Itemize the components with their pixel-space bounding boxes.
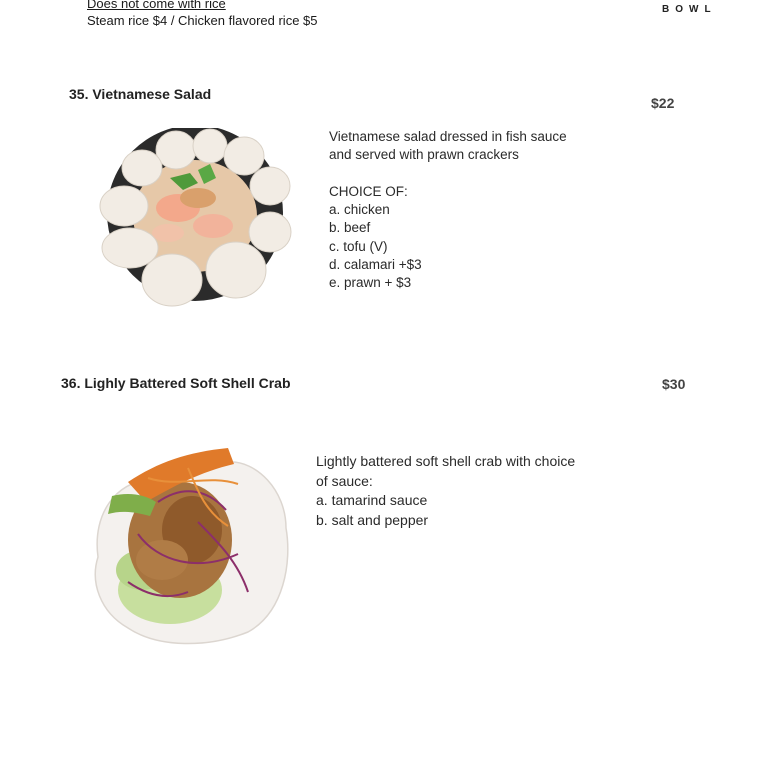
- item-35-desc-line: a. chicken: [329, 202, 390, 218]
- item-36-desc-line: Lightly battered soft shell crab with choice: [316, 453, 576, 469]
- item-36-price: $30: [662, 376, 686, 392]
- item-36-desc-line: of sauce:: [316, 472, 373, 489]
- rice-note-line1: Does not come with rice: [87, 0, 226, 11]
- item-36-desc-line: b. salt and pepper: [316, 511, 429, 528]
- item-36-title: 36. Lighly Battered Soft Shell Crab: [61, 375, 291, 391]
- item-35-desc-line: [329, 165, 567, 183]
- item-35-desc-line: Vietnamese salad dressed in fish sauce: [329, 129, 567, 144]
- item-35-desc-line: e. prawn + $3: [329, 275, 412, 291]
- item-36-desc-line: a. tamarind sauce: [316, 492, 428, 508]
- item-35-title: 35. Vietnamese Salad: [69, 86, 212, 102]
- item-35-desc-line: c. tofu (V): [329, 238, 388, 254]
- item-36-description: [316, 452, 575, 530]
- item-35-desc-line: CHOICE OF:: [329, 183, 408, 199]
- rice-note-line2: Steam rice $4 / Chicken flavored rice $5: [87, 13, 318, 28]
- item-35-desc-line: d. calamari +$3: [329, 257, 422, 273]
- item-35-description: [329, 128, 567, 293]
- soft-shell-crab-photo: [88, 442, 292, 646]
- vietnamese-salad-photo: [98, 128, 298, 308]
- logo-wordmark: BOWL: [662, 4, 717, 15]
- item-35-price: $22: [651, 95, 675, 111]
- item-35-desc-line: b. beef: [329, 220, 371, 236]
- item-35-desc-line: and served with prawn crackers: [329, 147, 519, 163]
